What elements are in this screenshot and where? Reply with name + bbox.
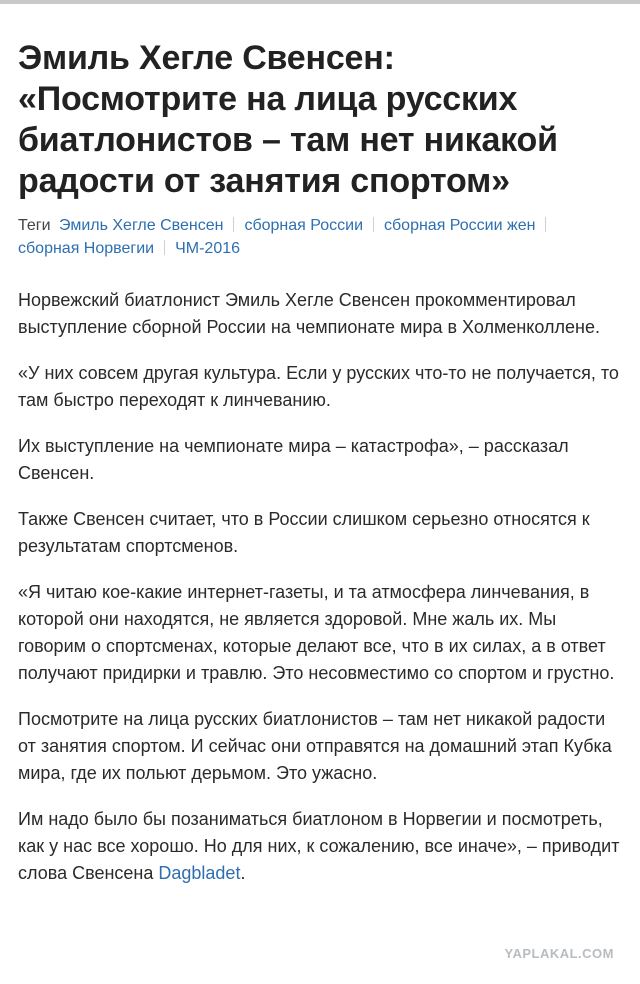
tag-separator [233,217,234,232]
article-body [18,287,624,887]
tag-link-svendsen[interactable]: Эмиль Хегле Свенсен [59,217,224,234]
source-link-dagbladet[interactable]: Dagbladet [158,863,241,883]
article-paragraph-7-text: Им надо было бы позаниматься биатлоном в Норвегии и посмотреть, как у нас все хорошо. Но для них, к сожалению, все иначе», – приводит слова Свенсена [18,809,620,883]
headline-line-4: радости от занятия спортом» [18,162,510,200]
article-paragraph-2: «У них совсем другая культура. Если у русских что-то не получается, то там быстро переходят к линчеванию. [18,363,619,410]
article-paragraph-3: Их выступление на чемпионате мира – катастрофа», – рассказал Свенсен. [18,436,569,483]
tag-link-world-championship-2016[interactable]: ЧМ-2016 [175,240,241,257]
article-headline [18,38,628,202]
article-paragraph-4: Также Свенсен считает, что в России слишком серьезно относятся к результатам спортсменов. [18,509,590,556]
article-paragraph-7-end: . [240,863,246,883]
tags-label: Теги [18,217,51,234]
headline-line-1: Эмиль Хегле Свенсен: [18,39,395,77]
tag-link-norway-team[interactable]: сборная Норвегии [18,240,155,257]
tag-separator [164,240,165,255]
article-paragraph-6: Посмотрите на лица русских биатлонистов – там нет никакой радости от занятия спортом. И сейчас они отправятся на домашний этап Кубка мира, где их польют дерьмом. Это ужасно. [18,709,612,783]
tags-row [18,214,628,260]
tag-separator [373,217,374,232]
article-paragraph-1: Норвежский биатлонист Эмиль Хегле Свенсен прокомментировал выступление сборной России на чемпионате мира в Холменколлене. [18,290,600,337]
tag-separator [545,217,546,232]
headline-line-2: «Посмотрите на лица русских [18,80,518,118]
tag-link-russia-team[interactable]: сборная России [244,217,363,234]
article-paragraph-5: «Я читаю кое-какие интернет-газеты, и та атмосфера линчевания, в которой они находятся, не является здоровой. Мне жаль их. Мы говорим о спортсменах, которые делают все, что в их силах, а в ответ получают придирки и травлю. Это несовместимо со спортом и грустно. [18,582,615,683]
top-divider-bar [0,0,640,4]
site-watermark: YAPLAKAL.COM [504,946,614,961]
headline-line-3: биатлонистов – там нет никакой [18,121,558,159]
tag-link-russia-women-team[interactable]: сборная России жен [384,217,536,234]
article-paragraph-7 [18,806,624,887]
